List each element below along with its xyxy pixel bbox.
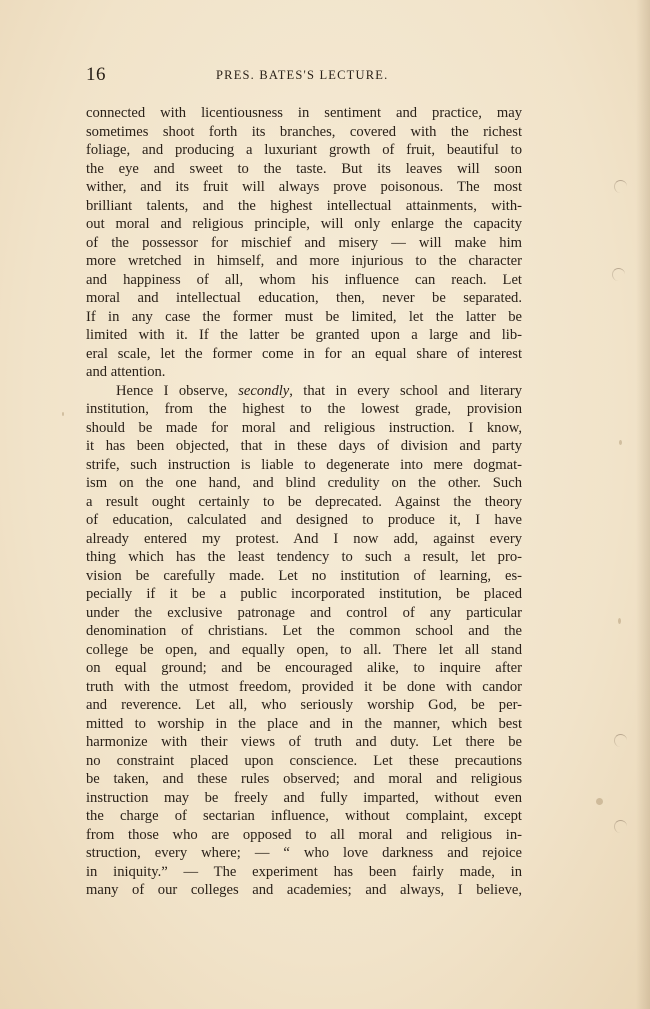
page-header: [86, 64, 526, 88]
running-head: PRES. BATES'S LECTURE.: [216, 68, 389, 82]
text-line: the charge of sectarian influence, without complaint, except: [86, 808, 522, 824]
text-line: and happiness of all, whom his influence can reach. Let: [86, 271, 522, 288]
text-line: brilliant talents, and the highest intellectual attainments, with-: [86, 197, 522, 214]
paper-speck: [619, 440, 622, 445]
text-line: of the possessor for mischief and misery — will make him: [86, 234, 522, 251]
text-line: vision be carefully made. Let no institution of learning, es-: [86, 567, 522, 584]
text-line: should be made for moral and religious instruction. I know,: [86, 419, 522, 436]
text-line: a result ought certainly to be deprecated. Against the theory: [86, 493, 522, 510]
text-line: moral and intellectual education, then, never be separated.: [86, 290, 522, 306]
paper-blemish: [612, 268, 625, 281]
text-line: more wretched in himself, and more injurious to the character: [86, 253, 522, 269]
text-line: college be open, and equally open, to all. There let all stand: [86, 641, 522, 658]
paper-blemish: [614, 734, 627, 747]
text-line: Hence I observe, secondly, that in every school and literary: [116, 382, 522, 399]
text-line: institution, from the highest to the lowest grade, provision: [86, 401, 522, 417]
text-line: denomination of christians. Let the common school and the: [86, 623, 522, 639]
text-line: it has been objected, that in these days of division and party: [86, 438, 522, 454]
text-line: If in any case the former must be limited, let the latter be: [86, 308, 522, 325]
text-line: limited with it. If the latter be granted upon a large and lib-: [86, 327, 522, 343]
text-line: the eye and sweet to the taste. But its leaves will soon: [86, 160, 522, 177]
page-edge-shadow: [636, 0, 650, 1009]
text-line: under the exclusive patronage and control of any particular: [86, 604, 522, 621]
text-line: of education, calculated and designed to produce it, I have: [86, 512, 522, 528]
text-line: mitted to worship in the place and in the manner, which best: [86, 715, 522, 732]
text-line: be taken, and these rules observed; and moral and religious: [86, 771, 522, 787]
paper-blemish: [614, 820, 627, 833]
paper-blemish: [614, 180, 627, 193]
text-line: many of our colleges and academies; and always, I believe,: [86, 882, 522, 898]
text-line: no constraint placed upon conscience. Let these precautions: [86, 752, 522, 769]
text-line: and attention.: [86, 364, 166, 380]
text-line: struction, every where; — “ who love darkness and rejoice: [86, 845, 522, 861]
text-line: harmonize with their views of truth and duty. Let there be: [86, 734, 522, 750]
paper-speck: [62, 412, 64, 416]
text-line: already entered my protest. And I now add, against every: [86, 530, 522, 547]
text-line: thing which has the least tendency to such a result, let pro-: [86, 549, 522, 565]
text-line: sometimes shoot forth its branches, covered with the richest: [86, 123, 522, 140]
text-line: on equal ground; and be encouraged alike, to inquire after: [86, 660, 522, 676]
text-line: ism on the one hand, and blind credulity on the other. Such: [86, 475, 522, 491]
text-line: foliage, and producing a luxuriant growth of fruit, beautiful to: [86, 142, 522, 158]
text-line: out moral and religious principle, will only enlarge the capacity: [86, 216, 522, 232]
text-line: truth with the utmost freedom, provided it be done with candor: [86, 678, 522, 695]
text-line: instruction may be freely and fully imparted, without even: [86, 789, 522, 806]
paper-speck: [618, 618, 621, 624]
text-line: pecially if it be a public incorporated institution, be placed: [86, 586, 522, 602]
text-line: strife, such instruction is liable to degenerate into mere dogmat-: [86, 456, 522, 473]
text-line: and reverence. Let all, who seriously worship God, be per-: [86, 697, 522, 713]
text-line: eral scale, let the former come in for an equal share of interest: [86, 345, 522, 362]
page-number: 16: [86, 64, 106, 85]
text-line: wither, and its fruit will always prove poisonous. The most: [86, 179, 522, 195]
paper-speck: [596, 798, 603, 805]
emphasis: secondly: [238, 382, 290, 399]
text-line: from those who are opposed to all moral and religious in-: [86, 826, 522, 843]
text-line: in iniquity.” — The experiment has been fairly made, in: [86, 863, 522, 880]
body-text: [86, 104, 522, 900]
text-line: connected with licentiousness in sentiment and practice, may: [86, 105, 522, 121]
